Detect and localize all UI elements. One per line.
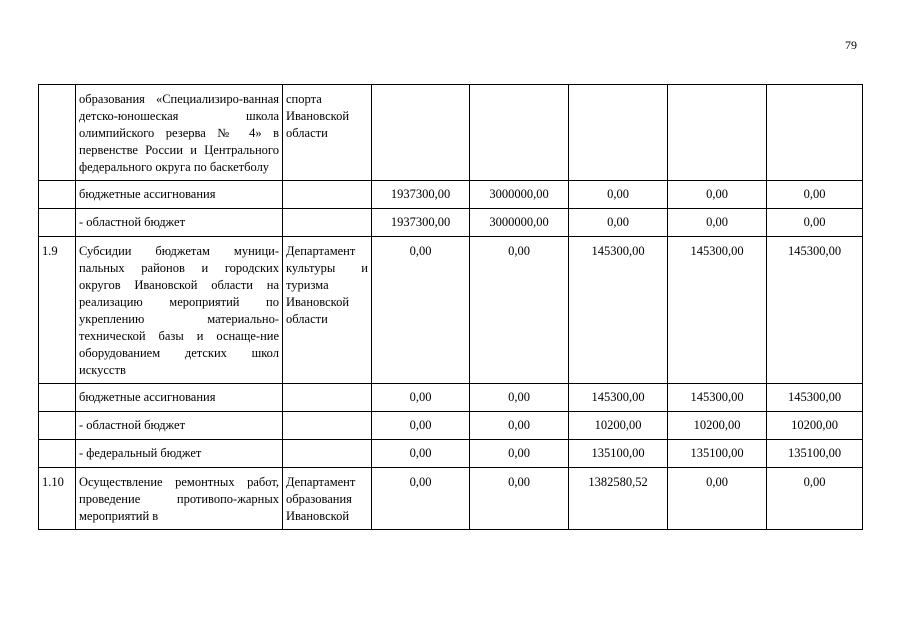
- row-index: 1.9: [39, 237, 76, 384]
- value-cell: 0,00: [668, 209, 767, 237]
- row-index: [39, 384, 76, 412]
- value-cell: 0,00: [470, 237, 569, 384]
- value-cell: 1937300,00: [372, 181, 470, 209]
- table-row: [39, 412, 863, 440]
- value-cell: 3000000,00: [470, 209, 569, 237]
- budget-table: [38, 84, 863, 530]
- value-cell: 135100,00: [668, 440, 767, 468]
- value-cell: [668, 85, 767, 181]
- row-description: образования «Специализиро-ванная детско-юношеская школа олимпийского резерва № 4» в первенстве России и Центрального федерального округа по баскетболу: [76, 85, 283, 181]
- row-index: [39, 209, 76, 237]
- value-cell: 0,00: [470, 412, 569, 440]
- value-cell: 0,00: [569, 181, 668, 209]
- value-cell: 0,00: [470, 440, 569, 468]
- table-row: [39, 384, 863, 412]
- value-cell: 135100,00: [569, 440, 668, 468]
- row-executor: [283, 181, 372, 209]
- row-index: 1.10: [39, 468, 76, 530]
- table-row: [39, 181, 863, 209]
- value-cell: 0,00: [767, 209, 863, 237]
- row-description: - областной бюджет: [76, 209, 283, 237]
- row-index: [39, 412, 76, 440]
- value-cell: 0,00: [372, 384, 470, 412]
- table-row: [39, 209, 863, 237]
- value-cell: 0,00: [668, 181, 767, 209]
- row-executor: Департамент образования Ивановской: [283, 468, 372, 530]
- table-row: [39, 468, 863, 530]
- value-cell: 0,00: [767, 468, 863, 530]
- row-executor: Департамент культуры и туризма Ивановской области: [283, 237, 372, 384]
- value-cell: 145300,00: [569, 237, 668, 384]
- value-cell: 145300,00: [668, 384, 767, 412]
- row-description: - федеральный бюджет: [76, 440, 283, 468]
- value-cell: 1937300,00: [372, 209, 470, 237]
- table-row: [39, 85, 863, 181]
- row-executor: [283, 412, 372, 440]
- value-cell: 0,00: [470, 384, 569, 412]
- value-cell: 10200,00: [767, 412, 863, 440]
- value-cell: 135100,00: [767, 440, 863, 468]
- row-executor: [283, 209, 372, 237]
- row-description: Осуществление ремонтных работ, проведение противопо-жарных мероприятий в: [76, 468, 283, 530]
- value-cell: 145300,00: [767, 237, 863, 384]
- value-cell: 0,00: [569, 209, 668, 237]
- value-cell: 1382580,52: [569, 468, 668, 530]
- value-cell: [767, 85, 863, 181]
- value-cell: 145300,00: [767, 384, 863, 412]
- value-cell: 145300,00: [668, 237, 767, 384]
- value-cell: 0,00: [767, 181, 863, 209]
- row-description: Субсидии бюджетам муници-пальных районов и городских округов Ивановской области на реализацию мероприятий по укреплению материально-технической базы и оснаще-ние оборудованием детских школ искусств: [76, 237, 283, 384]
- value-cell: 0,00: [372, 440, 470, 468]
- value-cell: 0,00: [372, 468, 470, 530]
- row-executor: спорта Ивановской области: [283, 85, 372, 181]
- row-description: бюджетные ассигнования: [76, 384, 283, 412]
- value-cell: 0,00: [470, 468, 569, 530]
- value-cell: 145300,00: [569, 384, 668, 412]
- row-executor: [283, 384, 372, 412]
- value-cell: 3000000,00: [470, 181, 569, 209]
- value-cell: [569, 85, 668, 181]
- row-description: бюджетные ассигнования: [76, 181, 283, 209]
- row-index: [39, 440, 76, 468]
- value-cell: 0,00: [668, 468, 767, 530]
- row-executor: [283, 440, 372, 468]
- value-cell: 0,00: [372, 412, 470, 440]
- row-index: [39, 85, 76, 181]
- value-cell: 10200,00: [668, 412, 767, 440]
- value-cell: 10200,00: [569, 412, 668, 440]
- value-cell: [372, 85, 470, 181]
- table-row: [39, 237, 863, 384]
- value-cell: [470, 85, 569, 181]
- table-row: [39, 440, 863, 468]
- page-number: 79: [845, 38, 857, 52]
- row-description: - областной бюджет: [76, 412, 283, 440]
- row-index: [39, 181, 76, 209]
- value-cell: 0,00: [372, 237, 470, 384]
